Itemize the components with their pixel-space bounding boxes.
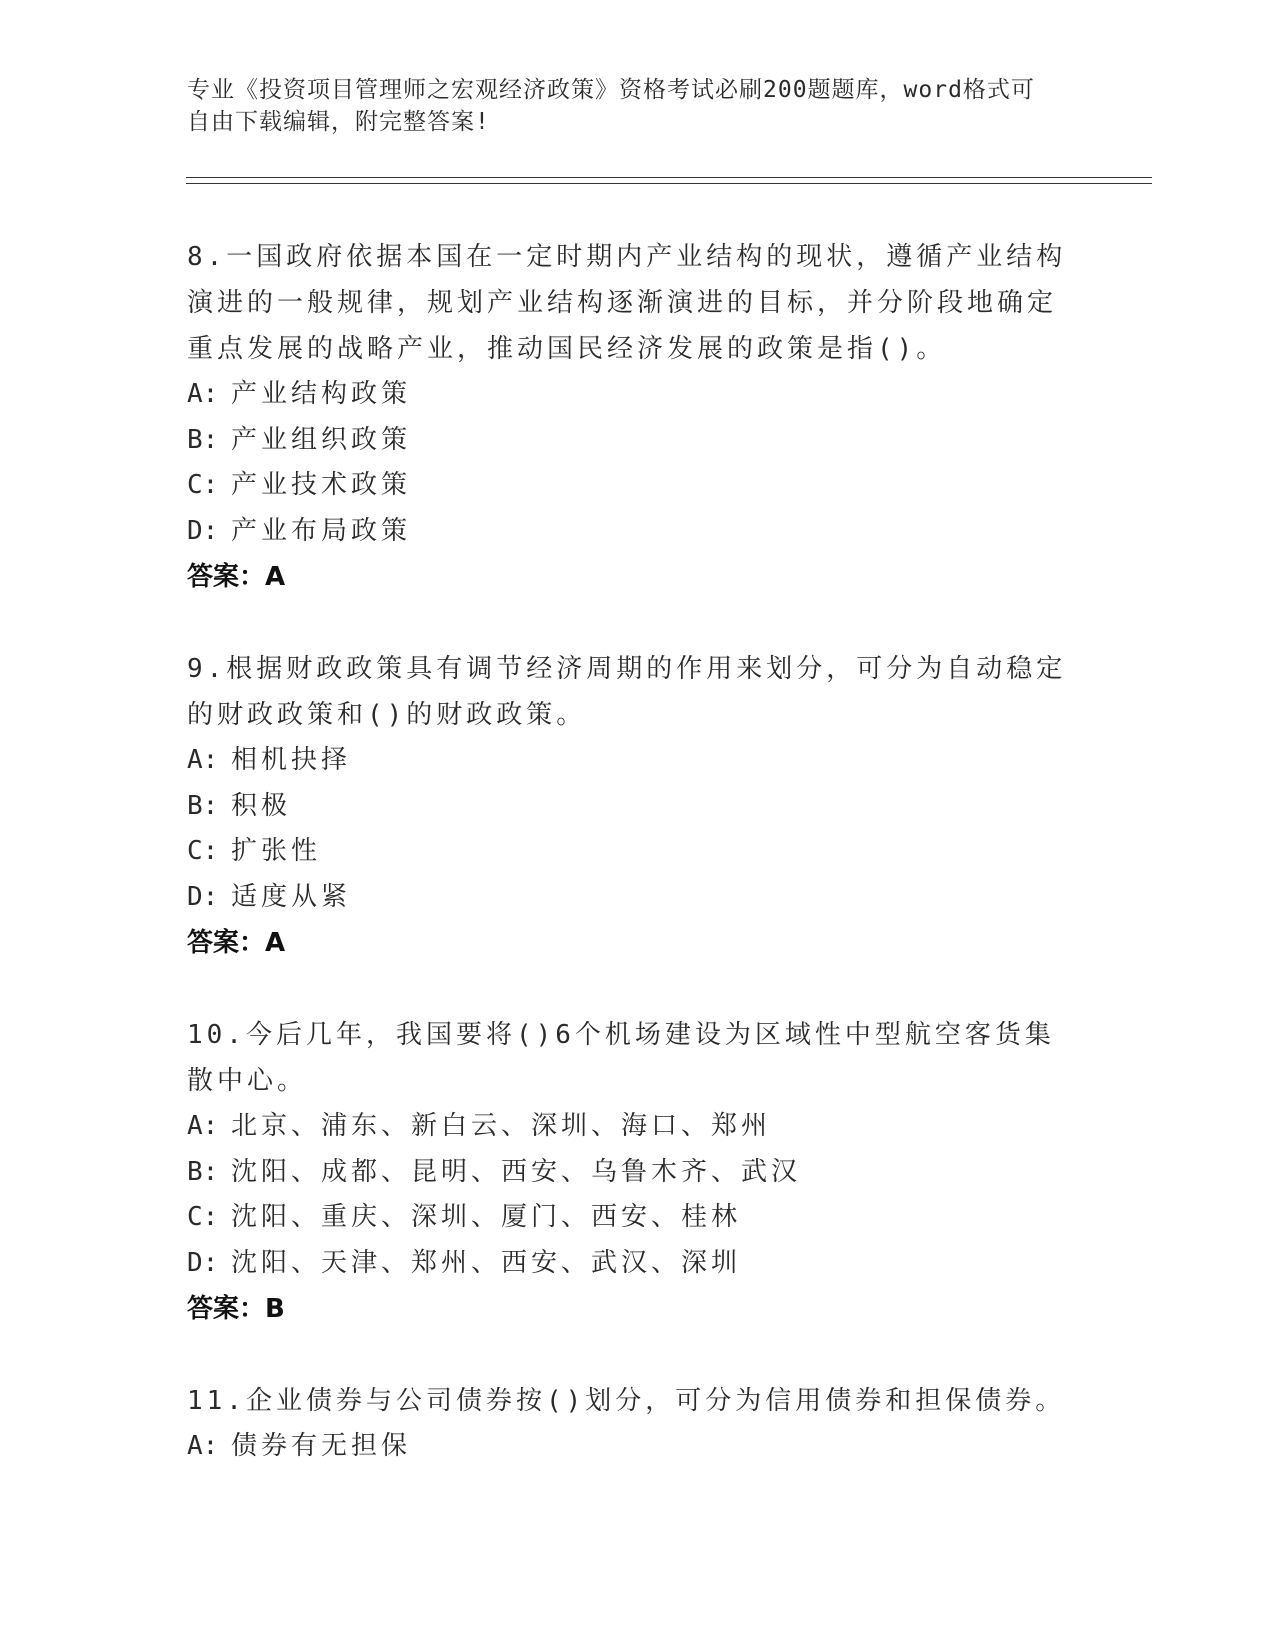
option-b	[187, 784, 1067, 830]
header-rule-top	[186, 177, 1152, 178]
option-key: A:	[187, 745, 219, 775]
document-header	[187, 74, 1067, 138]
answer: 答案：A	[187, 928, 286, 958]
question-8	[187, 234, 1067, 600]
option-text: 北京、浦东、新白云、深圳、海口、郑州	[231, 1111, 772, 1141]
option-text: 沈阳、重庆、深圳、厦门、西安、桂林	[231, 1202, 742, 1232]
option-key: C:	[187, 836, 219, 866]
header-rule-bottom	[186, 183, 1152, 184]
option-text: 产业结构政策	[231, 379, 412, 409]
option-text: 沈阳、成都、昆明、西安、乌鲁木齐、武汉	[231, 1156, 802, 1187]
question-10	[187, 1012, 1067, 1332]
option-c	[187, 829, 1067, 875]
answer: 答案：B	[187, 1294, 285, 1324]
option-key: A:	[187, 1111, 219, 1141]
option-key: A:	[187, 379, 219, 409]
header-line-1: 专业《投资项目管理师之宏观经济政策》资格考试必刷200题题库，word格式可	[187, 77, 1035, 103]
question-9	[187, 646, 1067, 966]
question-stem: 10.今后几年，我国要将()6个机场建设为区域性中型航空客货集散中心。	[187, 1020, 1055, 1096]
option-a	[187, 1424, 1067, 1470]
option-a	[187, 738, 1067, 784]
option-d	[187, 875, 1067, 921]
option-key: D:	[187, 515, 219, 546]
header-line-2: 自由下载编辑，附完整答案!	[187, 109, 490, 135]
option-key: C:	[187, 1202, 219, 1232]
option-a	[187, 1104, 1067, 1150]
option-key: D:	[187, 881, 219, 912]
option-text: 相机抉择	[231, 745, 352, 775]
option-c	[187, 1195, 1067, 1241]
option-b	[187, 1150, 1067, 1196]
option-text: 积极	[231, 790, 292, 821]
option-d	[187, 1241, 1067, 1287]
question-stem: 9.根据财政政策具有调节经济周期的作用来划分，可分为自动稳定的财政政策和()的财政政策。	[187, 654, 1067, 730]
option-text: 产业技术政策	[231, 470, 412, 500]
option-key: C:	[187, 470, 219, 500]
option-text: 适度从紧	[231, 881, 352, 912]
question-list	[187, 234, 1067, 1516]
option-text: 扩张性	[231, 836, 322, 866]
option-text: 产业布局政策	[231, 515, 412, 546]
option-key: B:	[187, 790, 219, 821]
option-text: 债券有无担保	[231, 1431, 412, 1461]
question-stem: 8.一国政府依据本国在一定时期内产业结构的现状，遵循产业结构演进的一般规律，规划产业结构逐渐演进的目标，并分阶段地确定重点发展的战略产业，推动国民经济发展的政策是指()。	[187, 242, 1067, 364]
option-text: 产业组织政策	[231, 424, 412, 455]
question-stem: 11.企业债券与公司债券按()划分，可分为信用债券和担保债券。	[187, 1386, 1066, 1416]
answer: 答案：A	[187, 562, 286, 592]
option-key: D:	[187, 1247, 219, 1278]
option-key: A:	[187, 1431, 219, 1461]
option-key: B:	[187, 1156, 219, 1187]
question-11	[187, 1378, 1067, 1470]
option-b	[187, 418, 1067, 464]
option-c	[187, 463, 1067, 509]
option-text: 沈阳、天津、郑州、西安、武汉、深圳	[231, 1247, 742, 1278]
option-d	[187, 509, 1067, 555]
option-key: B:	[187, 424, 219, 455]
option-a	[187, 372, 1067, 418]
